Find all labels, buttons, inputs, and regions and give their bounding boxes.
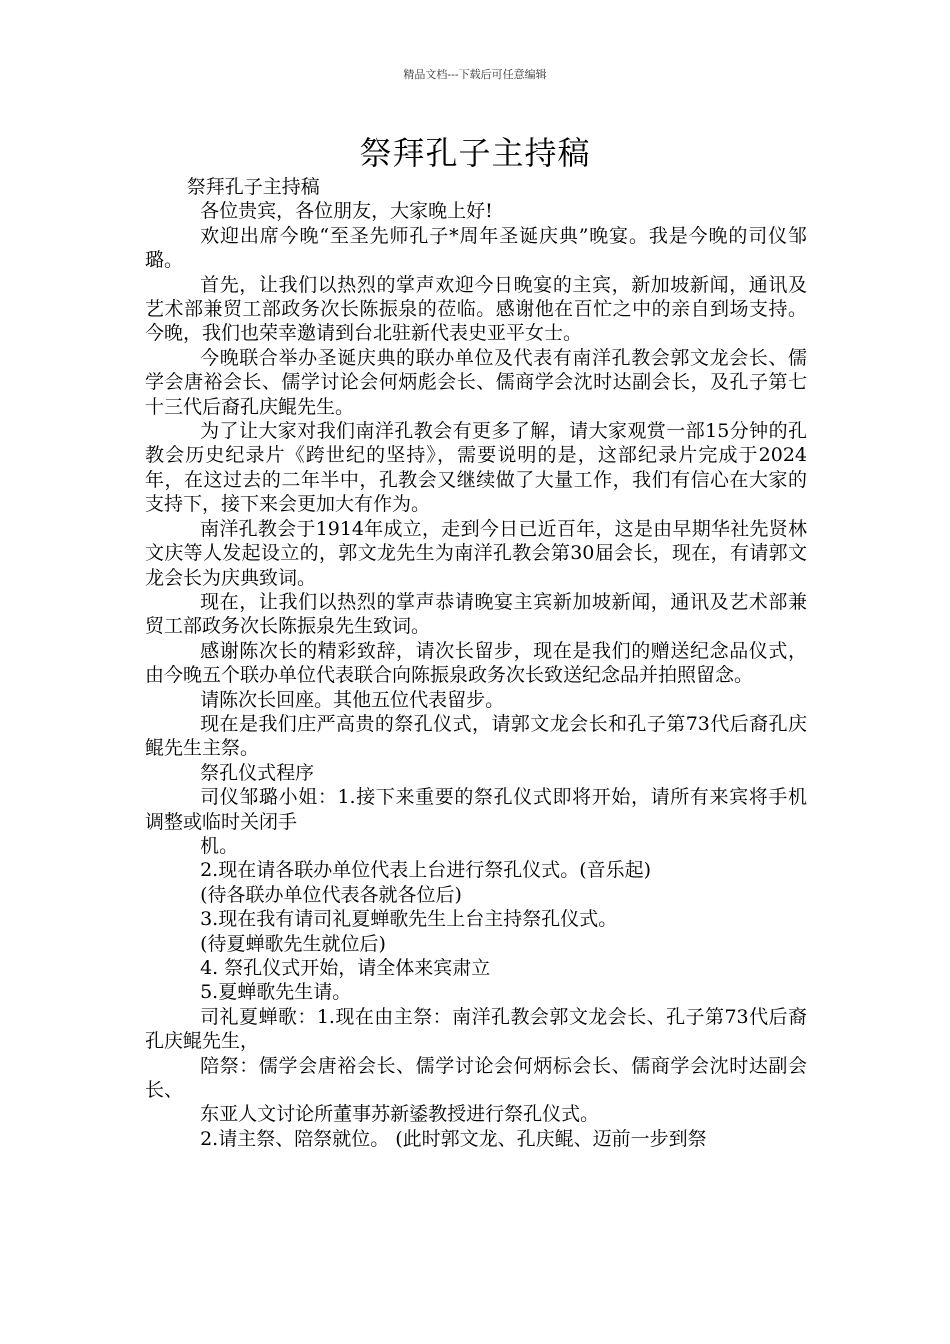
body-paragraph: 司仪邹璐小姐：1.接下来重要的祭孔仪式即将开始，请所有来宾将手机调整或临时关闭手 bbox=[145, 786, 807, 833]
body-paragraph: 现在是我们庄严高贵的祭孔仪式，请郭文龙会长和孔子第73代后裔孔庆鲲先生主祭。 bbox=[145, 712, 807, 760]
body-paragraph: 2.现在请各联办单位代表上台进行祭孔仪式。(音乐起) bbox=[200, 859, 652, 882]
body-paragraph: 请陈次长回座。其他五位代表留步。 bbox=[200, 688, 505, 711]
body-paragraph: 2.请主祭、陪祭就位。 (此时郭文龙、孔庆鲲、迈前一步到祭 bbox=[200, 1127, 707, 1150]
body-paragraph: 司礼夏蝉歌：1.现在由主祭：南洋孔教会郭文龙会长、孔子第73代后裔孔庆鲲先生， bbox=[145, 1005, 807, 1053]
body-paragraph: 今晚联合举办圣诞庆典的联办单位及代表有南洋孔教会郭文龙会长、儒学会唐裕会长、儒学讨论会何炳彪会长、儒商学会沈时达副会长，及孔子第七十三代后裔孔庆鲲先生。 bbox=[145, 346, 807, 418]
body-paragraph: 机。 bbox=[200, 834, 239, 857]
body-paragraph: (待各联办单位代表各就各位后) bbox=[200, 883, 462, 906]
body-paragraph: 陪祭：儒学会唐裕会长、儒学讨论会何炳标会长、儒商学会沈时达副会长、 bbox=[145, 1054, 807, 1102]
body-paragraph: 东亚人文讨论所董事苏新鋈教授进行祭孔仪式。 bbox=[200, 1103, 600, 1126]
body-paragraph: 感谢陈次长的精彩致辞，请次长留步，现在是我们的赠送纪念品仪式，由今晚五个联办单位代表联合向陈振泉政务次长致送纪念品并拍照留念。 bbox=[145, 639, 807, 687]
document-title: 祭拜孔子主持稿 bbox=[359, 134, 591, 172]
body-paragraph: 各位贵宾，各位朋友，大家晚上好! bbox=[200, 200, 493, 223]
body-paragraph: 现在，让我们以热烈的掌声恭请晚宴主宾新加坡新闻，通讯及艺术部兼贸工部政务次长陈振泉先生致词。 bbox=[145, 590, 807, 638]
subtitle-paragraph: 祭拜孔子主持稿 bbox=[186, 176, 320, 198]
body-paragraph: 欢迎出席今晚“至圣先师孔子*周年圣诞庆典”晚宴。我是今晚的司仪邹璐。 bbox=[145, 224, 807, 272]
body-paragraph: 3.现在我有请司礼夏蝉歌先生上台主持祭孔仪式。 bbox=[200, 908, 618, 931]
body-paragraph: 5.夏蝉歌先生请。 bbox=[200, 981, 352, 1004]
body-paragraph: 南洋孔教会于1914年成立，走到今日已近百年，这是由早期华社先贤林文庆等人发起设立的，郭文龙先生为南洋孔教会第30届会长，现在，有请郭文龙会长为庆典致词。 bbox=[145, 517, 807, 589]
body-paragraph: (待夏蝉歌先生就位后) bbox=[200, 932, 386, 955]
body-paragraph: 首先，让我们以热烈的掌声欢迎今日晚宴的主宾，新加坡新闻，通讯及艺术部兼贸工部政务次长陈振泉的莅临。感谢他在百忙之中的亲自到场支持。今晚，我们也荣幸邀请到台北驻新代表史亚平女士。 bbox=[145, 273, 807, 345]
page-header: 精品文档---下载后可任意编辑 bbox=[403, 68, 547, 81]
document-body bbox=[145, 175, 807, 1151]
section-heading: 祭孔仪式程序 bbox=[200, 761, 315, 784]
body-paragraph: 4. 祭孔仪式开始，请全体来宾肃立 bbox=[200, 957, 491, 979]
body-paragraph: 为了让大家对我们南洋孔教会有更多了解，请大家观赏一部15分钟的孔教会历史纪录片《跨世纪的坚持》，需要说明的是，这部纪录片完成于2024年，在这过去的二年半中，孔教会又继续做了大量工作，我们有信心在大家的支持下，接下来会更加大有作为。 bbox=[145, 420, 807, 516]
